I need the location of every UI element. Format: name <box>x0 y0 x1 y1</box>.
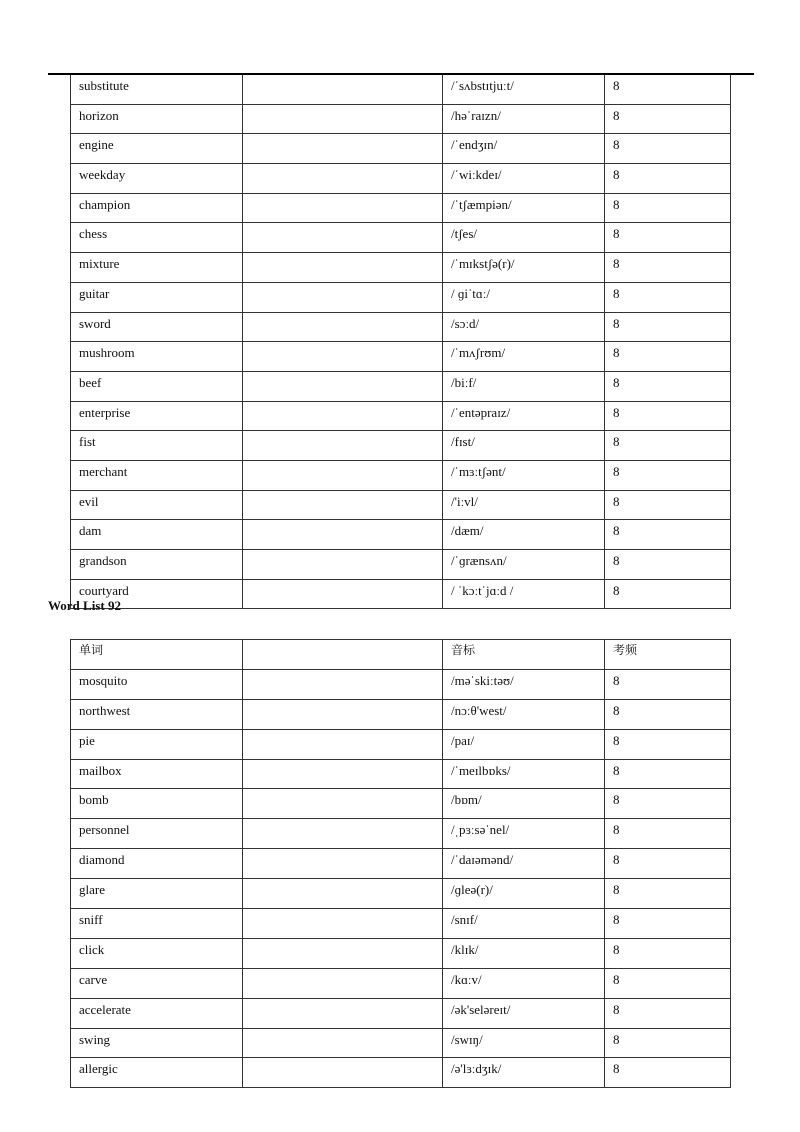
phonetic-cell: /ˈmɜːtʃənt/ <box>443 460 605 490</box>
meaning-cell <box>243 223 443 253</box>
frequency-cell: 8 <box>605 134 731 164</box>
table-row <box>71 490 731 520</box>
table-row <box>71 460 731 490</box>
phonetic-cell: /ˈsʌbstɪtjuːt/ <box>443 75 605 104</box>
phonetic-cell: / ɡiˈtɑː/ <box>443 282 605 312</box>
frequency-cell: 8 <box>605 282 731 312</box>
table-row <box>71 968 731 998</box>
word-cell: swing <box>71 1028 243 1058</box>
word-cell: northwest <box>71 699 243 729</box>
table-row <box>71 342 731 372</box>
frequency-cell: 8 <box>605 879 731 909</box>
word-list-92-table <box>70 639 731 1088</box>
table-row <box>71 789 731 819</box>
word-cell: evil <box>71 490 243 520</box>
table-row <box>71 104 731 134</box>
meaning-cell <box>243 490 443 520</box>
table-row <box>71 134 731 164</box>
table-row <box>71 1028 731 1058</box>
phonetic-cell: / ˈkɔːtˈjɑːd / <box>443 579 605 609</box>
frequency-cell: 8 <box>605 998 731 1028</box>
phonetic-cell: /ˈɡrænsʌn/ <box>443 550 605 580</box>
frequency-cell: 8 <box>605 490 731 520</box>
meaning-cell <box>243 550 443 580</box>
meaning-cell <box>243 938 443 968</box>
meaning-cell <box>243 75 443 104</box>
phonetic-cell: /ə'lɜːdʒɪk/ <box>443 1058 605 1088</box>
word-cell: pie <box>71 729 243 759</box>
word-cell: click <box>71 938 243 968</box>
meaning-cell <box>243 164 443 194</box>
frequency-cell: 8 <box>605 75 731 104</box>
word-list-91-table <box>70 75 731 609</box>
table-row <box>71 729 731 759</box>
meaning-cell <box>243 579 443 609</box>
table-row <box>71 164 731 194</box>
frequency-cell: 8 <box>605 164 731 194</box>
frequency-cell: 8 <box>605 401 731 431</box>
phonetic-cell: /ˈtʃæmpiən/ <box>443 193 605 223</box>
table-header-row <box>71 640 731 670</box>
phonetic-cell: /dæm/ <box>443 520 605 550</box>
phonetic-cell: /snɪf/ <box>443 909 605 939</box>
word-cell: mosquito <box>71 669 243 699</box>
word-cell: mixture <box>71 253 243 283</box>
frequency-cell: 8 <box>605 342 731 372</box>
word-cell: accelerate <box>71 998 243 1028</box>
frequency-cell: 8 <box>605 909 731 939</box>
word-list-92-heading: Word List 92 <box>48 598 121 613</box>
meaning-cell <box>243 282 443 312</box>
word-cell: allergic <box>71 1058 243 1088</box>
meaning-cell <box>243 699 443 729</box>
word-cell: chess <box>71 223 243 253</box>
word-cell: carve <box>71 968 243 998</box>
meaning-cell <box>243 431 443 461</box>
meaning-cell <box>243 669 443 699</box>
table-row <box>71 849 731 879</box>
header-meaning <box>243 640 443 670</box>
word-cell: dam <box>71 520 243 550</box>
frequency-cell: 8 <box>605 550 731 580</box>
phonetic-cell: /ɡleə(r)/ <box>443 879 605 909</box>
word-cell: grandson <box>71 550 243 580</box>
frequency-cell: 8 <box>605 789 731 819</box>
meaning-cell <box>243 849 443 879</box>
meaning-cell <box>243 968 443 998</box>
word-cell: diamond <box>71 849 243 879</box>
frequency-cell: 8 <box>605 1028 731 1058</box>
table-row <box>71 579 731 609</box>
phonetic-cell: /ˈdaɪəmənd/ <box>443 849 605 879</box>
phonetic-cell: /'iːvl/ <box>443 490 605 520</box>
table-row <box>71 699 731 729</box>
phonetic-cell: /ək'seləreɪt/ <box>443 998 605 1028</box>
phonetic-cell: /klɪk/ <box>443 938 605 968</box>
word-cell: substitute <box>71 75 243 104</box>
meaning-cell <box>243 312 443 342</box>
meaning-cell <box>243 759 443 789</box>
phonetic-cell: /nɔːθ'west/ <box>443 699 605 729</box>
meaning-cell <box>243 789 443 819</box>
frequency-cell: 8 <box>605 520 731 550</box>
table-row <box>71 75 731 104</box>
frequency-cell: 8 <box>605 579 731 609</box>
table-row <box>71 938 731 968</box>
phonetic-cell: /swɪŋ/ <box>443 1028 605 1058</box>
phonetic-cell: /ˌpɜːsəˈnel/ <box>443 819 605 849</box>
meaning-cell <box>243 1028 443 1058</box>
phonetic-cell: /paɪ/ <box>443 729 605 759</box>
meaning-cell <box>243 819 443 849</box>
table-row <box>71 550 731 580</box>
word-cell: guitar <box>71 282 243 312</box>
meaning-cell <box>243 104 443 134</box>
phonetic-cell: /ˈentəpraɪz/ <box>443 401 605 431</box>
meaning-cell <box>243 520 443 550</box>
frequency-cell: 8 <box>605 223 731 253</box>
meaning-cell <box>243 1058 443 1088</box>
frequency-cell: 8 <box>605 460 731 490</box>
table-row <box>71 759 731 789</box>
frequency-cell: 8 <box>605 819 731 849</box>
frequency-cell: 8 <box>605 431 731 461</box>
table-row <box>71 520 731 550</box>
meaning-cell <box>243 253 443 283</box>
phonetic-cell: /həˈraɪzn/ <box>443 104 605 134</box>
word-cell: bomb <box>71 789 243 819</box>
frequency-cell: 8 <box>605 938 731 968</box>
table-row <box>71 282 731 312</box>
meaning-cell <box>243 371 443 401</box>
phonetic-cell: /ˈendʒɪn/ <box>443 134 605 164</box>
phonetic-cell: /sɔːd/ <box>443 312 605 342</box>
frequency-cell: 8 <box>605 699 731 729</box>
word-cell: horizon <box>71 104 243 134</box>
word-cell: engine <box>71 134 243 164</box>
word-cell: merchant <box>71 460 243 490</box>
meaning-cell <box>243 998 443 1028</box>
word-cell: glare <box>71 879 243 909</box>
table-row <box>71 312 731 342</box>
phonetic-cell: /biːf/ <box>443 371 605 401</box>
phonetic-cell: /ˈwiːkdeɪ/ <box>443 164 605 194</box>
table-row <box>71 401 731 431</box>
phonetic-cell: /kɑːv/ <box>443 968 605 998</box>
table-row <box>71 819 731 849</box>
word-cell: fist <box>71 431 243 461</box>
table-row <box>71 371 731 401</box>
word-cell: personnel <box>71 819 243 849</box>
table-row <box>71 1058 731 1088</box>
table-row <box>71 998 731 1028</box>
meaning-cell <box>243 729 443 759</box>
phonetic-cell: /tʃes/ <box>443 223 605 253</box>
table-row <box>71 223 731 253</box>
table-row <box>71 669 731 699</box>
frequency-cell: 8 <box>605 193 731 223</box>
table-row <box>71 879 731 909</box>
frequency-cell: 8 <box>605 1058 731 1088</box>
meaning-cell <box>243 134 443 164</box>
frequency-cell: 8 <box>605 849 731 879</box>
header-frequency: 考频 <box>605 640 731 670</box>
phonetic-cell: /fɪst/ <box>443 431 605 461</box>
word-cell: courtyard <box>71 579 243 609</box>
frequency-cell: 8 <box>605 371 731 401</box>
word-cell: sword <box>71 312 243 342</box>
meaning-cell <box>243 460 443 490</box>
table-row <box>71 193 731 223</box>
word-cell: beef <box>71 371 243 401</box>
frequency-cell: 8 <box>605 104 731 134</box>
table-row <box>71 253 731 283</box>
header-phonetic: 音标 <box>443 640 605 670</box>
word-cell: mailbox <box>71 759 243 789</box>
table-row <box>71 909 731 939</box>
word-cell: champion <box>71 193 243 223</box>
frequency-cell: 8 <box>605 312 731 342</box>
word-cell: mushroom <box>71 342 243 372</box>
phonetic-cell: /ˈmeɪlbɒks/ <box>443 759 605 789</box>
meaning-cell <box>243 909 443 939</box>
phonetic-cell: /ˈmɪkstʃə(r)/ <box>443 253 605 283</box>
word-cell: enterprise <box>71 401 243 431</box>
meaning-cell <box>243 401 443 431</box>
meaning-cell <box>243 193 443 223</box>
table-row <box>71 431 731 461</box>
frequency-cell: 8 <box>605 968 731 998</box>
phonetic-cell: /ˈmʌʃrʊm/ <box>443 342 605 372</box>
meaning-cell <box>243 879 443 909</box>
frequency-cell: 8 <box>605 759 731 789</box>
frequency-cell: 8 <box>605 253 731 283</box>
phonetic-cell: /bɒm/ <box>443 789 605 819</box>
meaning-cell <box>243 342 443 372</box>
word-cell: weekday <box>71 164 243 194</box>
phonetic-cell: /məˈskiːtəʊ/ <box>443 669 605 699</box>
frequency-cell: 8 <box>605 729 731 759</box>
word-cell: sniff <box>71 909 243 939</box>
frequency-cell: 8 <box>605 669 731 699</box>
header-word: 单词 <box>71 640 243 670</box>
